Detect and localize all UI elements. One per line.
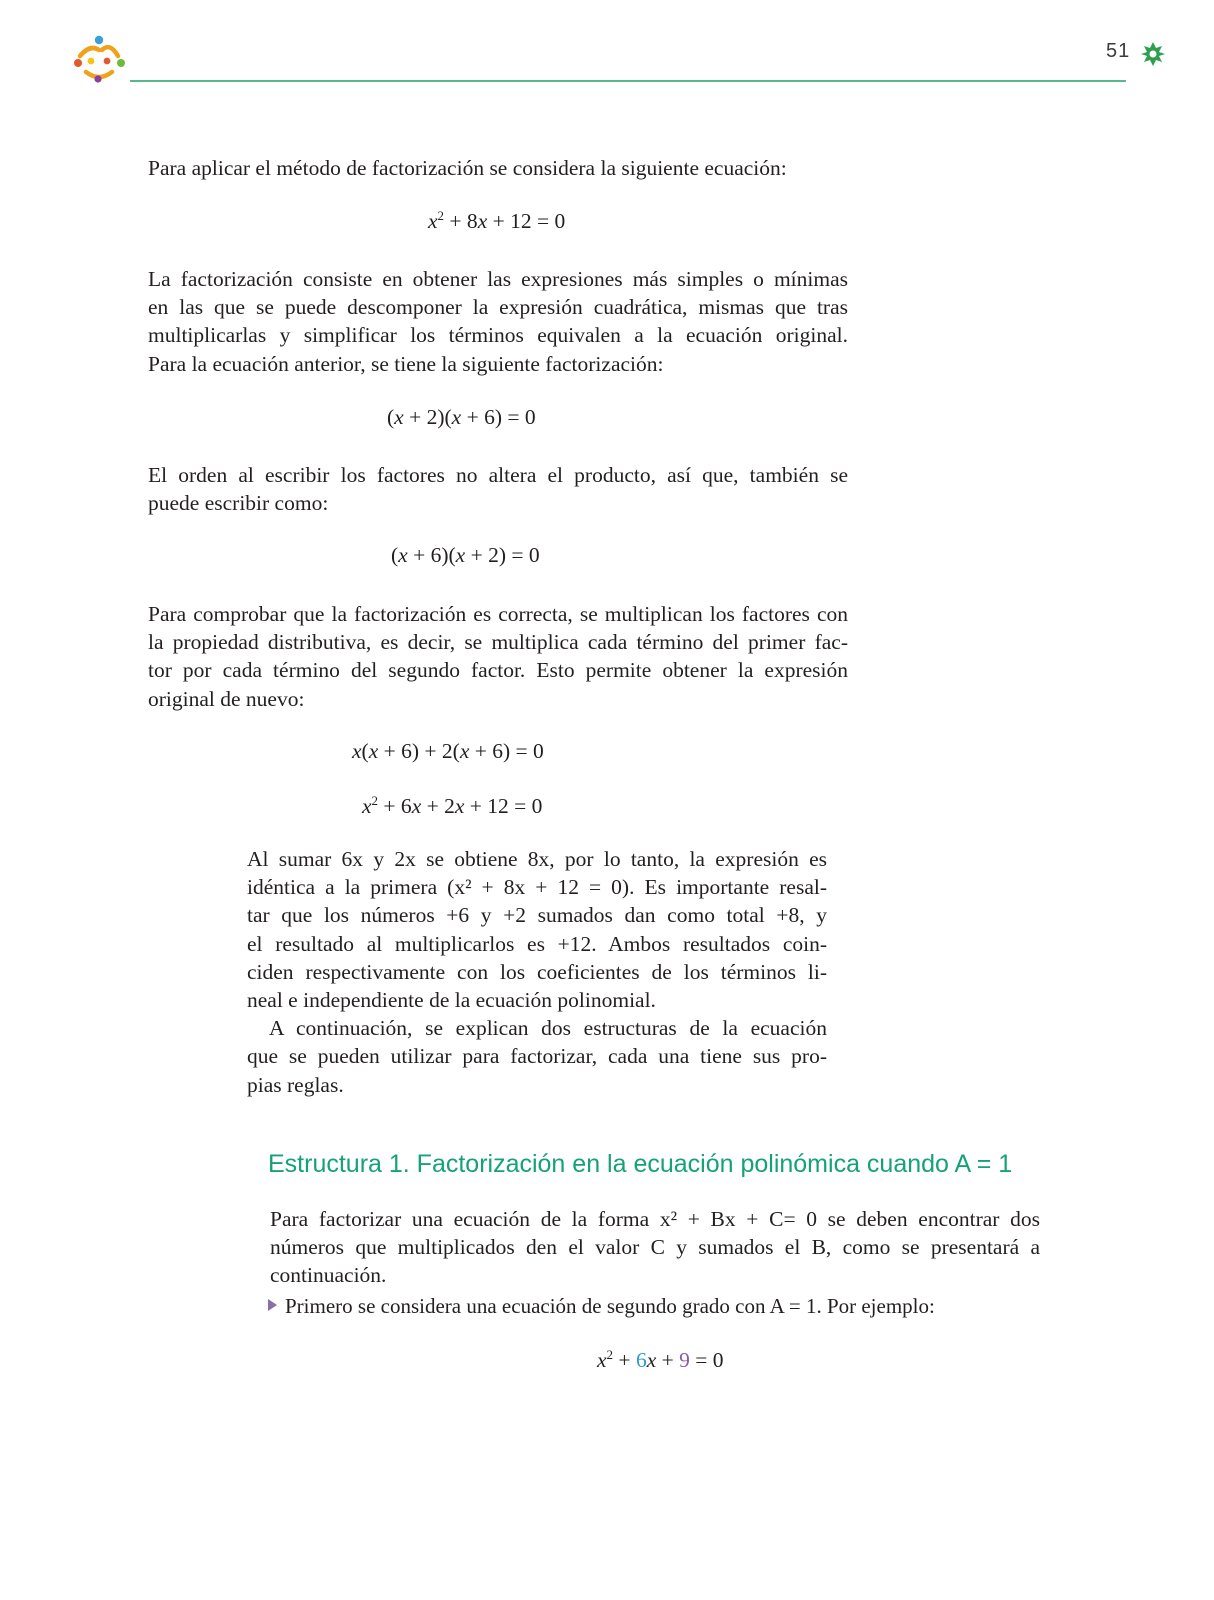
factor-order-paragraph [148, 461, 848, 517]
structure-intro-paragraph [270, 1205, 1040, 1290]
verification-paragraph [148, 600, 848, 713]
sum-product-paragraph [247, 845, 827, 1099]
text-line: números que multiplicados den el valor C y sumados el B, como se presentará a [270, 1235, 1040, 1260]
text-line: A continuación, se explican dos estructuras de la ecuación [269, 1016, 827, 1041]
text-line: en las que se puede descomponer la expresión cuadrática, mismas que tras [148, 295, 848, 320]
equation-factored-swapped: (x + 6)(x + 2) = 0 [391, 543, 540, 567]
text-line: pias reglas. [247, 1072, 344, 1097]
text-line: original de nuevo: [148, 686, 305, 711]
intro-paragraph [148, 154, 848, 182]
equation-factored: (x + 2)(x + 6) = 0 [387, 405, 536, 429]
colorful-figures-logo-icon [72, 34, 128, 84]
text-line: Para comprobar que la factorización es correcta, se multiplican los factores con [148, 602, 848, 626]
factorization-explanation-paragraph [148, 265, 848, 378]
text-line: el resultado al multiplicarlos es +12. Ambos resultados coin- [247, 931, 827, 956]
green-emblem-icon [1140, 40, 1166, 68]
triangle-bullet-icon [268, 1299, 277, 1311]
header-rule [130, 80, 1126, 82]
text-line: La factorización consiste en obtener las expresiones más simples o mínimas [148, 267, 848, 291]
text-line: Para aplicar el método de factorización se considera la siguiente ecuación: [148, 156, 787, 180]
text-line: tor por cada término del segundo factor. Esto permite obtener la expresión [148, 658, 848, 683]
text-line: Para la ecuación anterior, se tiene la siguiente factorización: [148, 351, 664, 376]
bullet-item [268, 1294, 935, 1319]
equation-distributive: x(x + 6) + 2(x + 6) = 0 [352, 739, 544, 763]
equation-expanded: $x^2 + 6x + 2x + 12 = 0$ [362, 793, 543, 818]
text-line: Al sumar 6x y 2x se obtiene 8x, por lo tanto, la expresión es [247, 847, 827, 871]
text-line: ciden respectivamente con los coeficientes de los términos li- [247, 959, 827, 984]
linear-coefficient: 6 [635, 1348, 647, 1372]
text-line: idéntica a la primera (x² + 8x + 12 = 0). Es importante resal- [247, 875, 827, 900]
constant-term: 9 [679, 1348, 690, 1372]
section-heading: Estructura 1. Factorización en la ecuación polinómica cuando A = 1 [268, 1150, 1013, 1178]
text-line: puede escribir como: [148, 491, 329, 516]
text-line: la propiedad distributiva, es decir, se multiplica cada término del primer fac- [148, 630, 848, 655]
text-line: neal e independiente de la ecuación polinomial. [247, 988, 656, 1013]
text-line: que se pueden utilizar para factorizar, cada una tiene sus pro- [247, 1044, 827, 1069]
bullet-text: Primero se considera una ecuación de segundo grado con A = 1. Por ejemplo: [285, 1294, 935, 1318]
text-line: multiplicarlas y simplificar los términos equivalen a la ecuación original. [148, 323, 848, 348]
equation-example: $x^2 + 6x + 9 = 0$ [597, 1347, 724, 1372]
text-line: continuación. [270, 1263, 387, 1288]
text-line: Para factorizar una ecuación de la forma x² + Bx + C= 0 se deben encontrar dos [270, 1207, 1040, 1231]
equation-original: $x^2 + 8x + 12 = 0$ [428, 208, 566, 233]
text-line: El orden al escribir los factores no altera el producto, así que, también se [148, 463, 848, 487]
page-number: 51 [1106, 40, 1131, 62]
text-line: tar que los números +6 y +2 sumados dan como total +8, y [247, 903, 827, 928]
